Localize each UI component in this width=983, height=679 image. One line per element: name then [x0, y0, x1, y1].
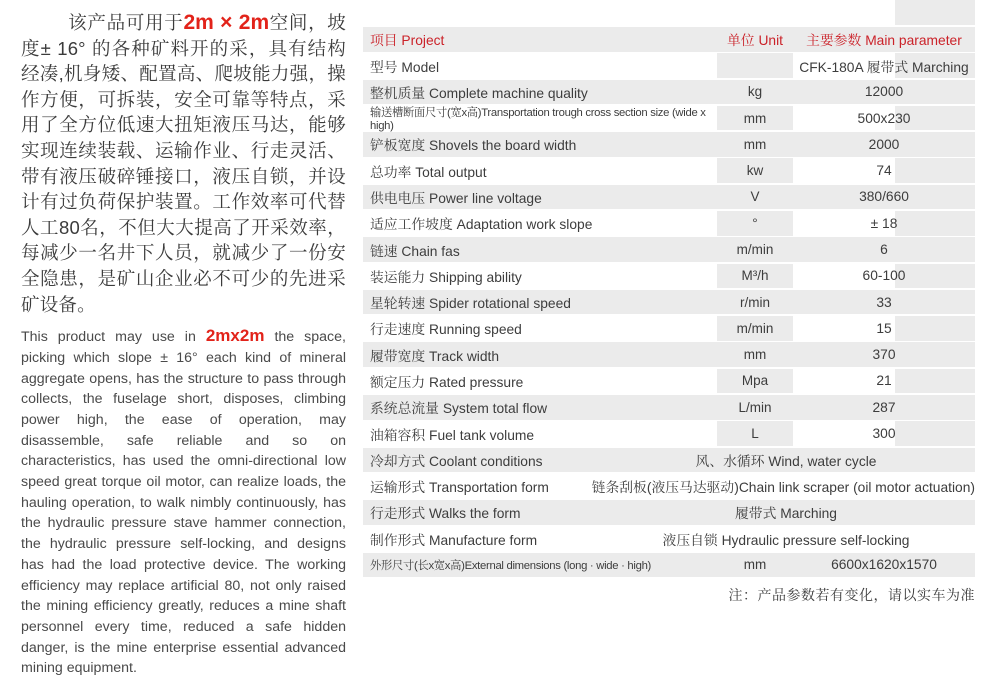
row-value: 链条刮板(液压马达驱动)Chain link scraper (oil motor actuation) [591, 480, 975, 496]
table-row [363, 185, 975, 210]
table-row [363, 342, 975, 367]
row-label: 适应工作坡度 Adaptation work slope [370, 217, 593, 233]
chinese-description [21, 10, 346, 317]
table-row [363, 395, 975, 420]
row-value: 60-100 [793, 264, 975, 289]
row-unit: mm [743, 136, 767, 152]
row-label: 总功率 Total output [370, 164, 487, 180]
row-label: 冷却方式 Coolant conditions [370, 453, 543, 469]
row-label: 链速 Chain fas [370, 243, 460, 259]
row-value: 21 [793, 369, 975, 394]
row-label: 装运能力 Shipping ability [370, 269, 522, 285]
table-row [363, 421, 975, 446]
row-label: 供电电压 Power line voltage [370, 190, 542, 206]
row-value: 6 [880, 242, 888, 258]
cn-text-pre: 该产品可用于 [68, 12, 184, 33]
row-unit: kw [717, 158, 793, 183]
row-value: 300 [793, 421, 975, 446]
en-highlight-2mx2m: 2mx2m [205, 326, 265, 346]
header-unit: 单位 Unit [727, 33, 783, 49]
row-label: 制作形式 Manufacture form [370, 532, 538, 548]
row-value: CFK-180A 履带式 Marching [793, 53, 975, 78]
table-row [363, 80, 975, 105]
row-label: 星轮转速 Spider rotational speed [370, 296, 571, 312]
row-label: 铲板宽度 Shovels the board width [370, 138, 577, 154]
cn-text-post: 空间，坡度± 16° 的各种矿料开的采，具有结构经凑,机身矮、配置高、爬坡能力强，操作方便，可拆装，安全可靠等特点，采用了全方位低速大扭矩液压马达，能够实现连续装载、运输作业、行走灵活、带有液压破碎锤接口，液压自锁，并设计有过负荷保护装置。工作效率可代替人工80名，不但大大提高了开采效率，每减少一名井下人员，就减少了一份安全隐患，是矿山企业必不可少的先进采矿设备。 [21, 12, 346, 315]
row-value: 287 [872, 399, 896, 415]
table-row [363, 500, 975, 525]
en-text-pre: This product may use in [21, 329, 206, 346]
row-value: 6600x1620x1570 [831, 557, 937, 573]
table-row [363, 106, 975, 131]
spec-table-rows [363, 27, 975, 579]
row-unit: mm [743, 557, 767, 573]
row-label: 运输形式 Transportation form [370, 480, 549, 496]
row-value: 15 [793, 316, 975, 341]
en-text-post: the space, picking which slope ± 16° each kind of mineral aggregate opens, has the structure to pass through collects, the fuselage short, disposes, climbing power high, the ease of operation, may disassemble, safe reliable and so on characteristics, has used the omni-directional low speed great torque oil motor, can realize loads, the hauling operation, to walk nimbly continuously, has the hydraulic pressure stave hammer connection, the hydraulic pressure self-locking, and designs has had the load protective device. The working efficiency may replace artificial 80, not only raised the mining efficiency greatly, reduces a mine shaft personnel every time, reduced a safe hidden danger, is the mine enterprise essential advanced mining equipment. [21, 329, 346, 677]
row-value: 500x230 [793, 106, 975, 131]
row-value: 380/660 [859, 189, 909, 205]
row-unit: mm [717, 106, 793, 131]
row-value: 74 [793, 158, 975, 183]
row-label: 行走速度 Running speed [370, 322, 522, 338]
row-unit: mm [743, 347, 767, 363]
header-parameter: 主要参数 Main parameter [806, 33, 962, 49]
row-value: 12000 [864, 84, 904, 100]
row-label: 整机质量 Complete machine quality [370, 85, 588, 101]
row-value: 液压自锁 Hydraulic pressure self-locking [662, 532, 910, 548]
row-label: 系统总流量 System total flow [370, 401, 548, 417]
row-value: 风、水循环 Wind, water cycle [695, 453, 877, 469]
table-header-row [363, 27, 975, 52]
table-row [363, 290, 975, 315]
cn-highlight-2mx2m: 2m × 2m [183, 11, 270, 34]
row-label: 额定压力 Rated pressure [370, 374, 524, 390]
table-row [363, 526, 975, 551]
row-value: 2000 [868, 136, 900, 152]
row-unit [717, 53, 793, 78]
description-column [21, 10, 346, 679]
row-label: 外形尺寸(长x宽x高)External dimensions (long · wide · high) [370, 559, 652, 572]
row-label: 型号 Model [370, 59, 440, 75]
table-row [363, 264, 975, 289]
header-project: 项目 Project [370, 33, 445, 49]
table-row [363, 211, 975, 236]
row-label: 行走形式 Walks the form [370, 506, 521, 522]
row-value: 370 [872, 347, 896, 363]
row-label: 油箱容积 Fuel tank volume [370, 427, 535, 443]
footnote: 注：产品参数若有变化，请以实车为准 [728, 587, 975, 603]
table-row [363, 158, 975, 183]
row-unit: ° [717, 211, 793, 236]
row-unit: m/min [736, 242, 774, 258]
row-value: ± 18 [793, 211, 975, 236]
row-label: 履带宽度 Track width [370, 348, 500, 364]
row-unit: kg [747, 84, 763, 100]
table-row [363, 553, 975, 578]
table-row [363, 237, 975, 262]
row-value: 履带式 Marching [735, 506, 837, 522]
row-label: 输送槽断面尺寸(宽x高)Transportation trough cross section size (wide x high) [370, 107, 706, 133]
table-row [363, 474, 975, 499]
table-row [363, 448, 975, 473]
row-unit: L/min [738, 399, 772, 415]
table-row [363, 316, 975, 341]
table-row [363, 53, 975, 78]
table-top-right-filler [895, 0, 975, 25]
table-row [363, 132, 975, 157]
table-row [363, 369, 975, 394]
row-unit: V [750, 189, 760, 205]
english-description [21, 326, 346, 679]
row-unit: m/min [717, 316, 793, 341]
row-unit: M³/h [717, 264, 793, 289]
row-unit: r/min [740, 294, 770, 310]
row-unit: L [717, 421, 793, 446]
row-value: 33 [876, 294, 892, 310]
row-unit: Mpa [717, 369, 793, 394]
